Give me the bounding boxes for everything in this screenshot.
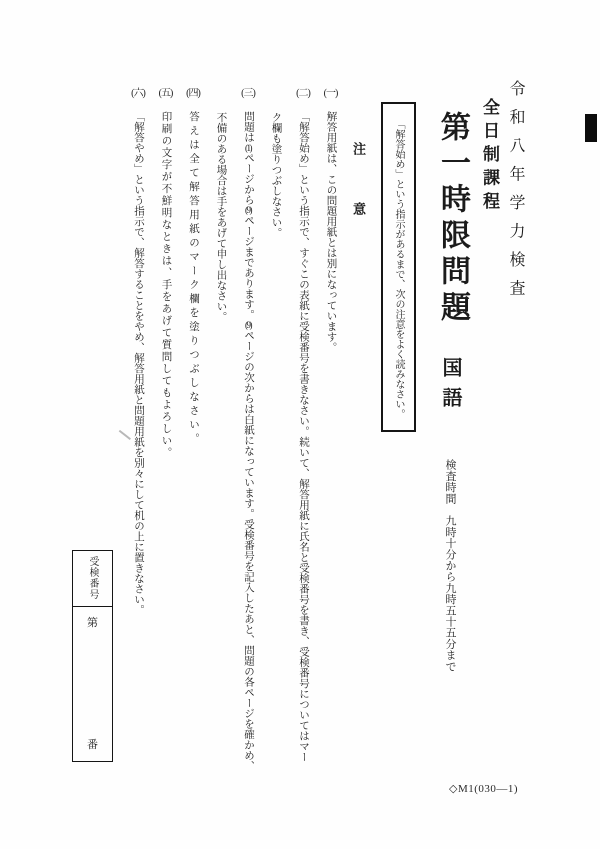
printer-code: ◇M1(030―1) <box>449 783 519 795</box>
note-item-6-number: (六) <box>131 88 145 99</box>
page-title: 第一時限問題 <box>436 111 469 327</box>
note-item-3-number: (三) <box>241 88 255 99</box>
examinee-number-label: 受検番号 <box>87 556 98 600</box>
examinee-number-prefix: 第 <box>87 617 98 629</box>
page-number-9: (9) <box>245 205 251 215</box>
note-item-1 <box>317 88 345 796</box>
note-item-3-continuation: 不備のある場合は手をあげて申し出なさい。 <box>215 112 227 322</box>
note-item-5 <box>152 88 180 796</box>
instruction-box-text: 「解答始め」という指示があるまで、次の注意をよく読みなさい。 <box>393 119 404 419</box>
course-type: 全日制課程 <box>480 98 499 216</box>
instruction-box <box>381 102 416 432</box>
subject-name: 国語 <box>439 357 461 417</box>
note-item-5-number: (五) <box>158 88 173 99</box>
examinee-number-box <box>72 550 113 762</box>
note-item-5-text: 印刷の文字が不鮮明なときは、手をあげて質問してもよろしい。 <box>160 111 172 459</box>
page-number-1: (1) <box>245 142 251 153</box>
page-number-9b: (9) <box>245 320 251 330</box>
examinee-number-suffix: 番 <box>87 739 98 751</box>
note-item-2-number: (二) <box>296 88 310 99</box>
registration-mark <box>585 114 597 142</box>
note-item-4 <box>180 88 208 796</box>
note-item-2-text: 「解答始め」という指示で、すぐこの表紙に受検番号を書きなさい。続いて、解答用紙に氏名と受検番号を書き、受検番号についてはマー <box>298 111 309 762</box>
examinee-number-field[interactable] <box>73 607 112 759</box>
note-item-2-continuation: ク欄も塗りつぶしなさい。 <box>270 112 282 238</box>
exam-time: 検査時間 九時十分から九時五十五分まで <box>444 459 456 672</box>
notes-section <box>124 88 372 796</box>
note-item-4-text: 答えは全て解答用紙のマーク欄を塗りつぶしなさい。 <box>188 111 199 447</box>
note-item-1-text: 解答用紙は、この問題用紙とは別になっています。 <box>325 111 337 353</box>
note-item-6 <box>125 88 153 796</box>
note-item-1-number: (一) <box>323 88 338 99</box>
examinee-number-header <box>73 551 112 607</box>
note-item-2 <box>290 88 318 796</box>
note-item-6-text: 「解答やめ」という指示で、解答することをやめ、解答用紙と問題用紙を別々にして机の上に置きなさい。 <box>133 111 144 615</box>
era-exam-name: 令和八年学力検査 <box>507 80 524 308</box>
note-item-3: (三)問題は(1)ページから(9)ページまであります。(9)ページの次からは白紙になっています。受検番号を記入したあと、問題の各ページを確かめ、 <box>241 88 255 771</box>
notes-heading: 注意 <box>351 142 366 262</box>
note-item-4-number: (四) <box>186 88 200 99</box>
